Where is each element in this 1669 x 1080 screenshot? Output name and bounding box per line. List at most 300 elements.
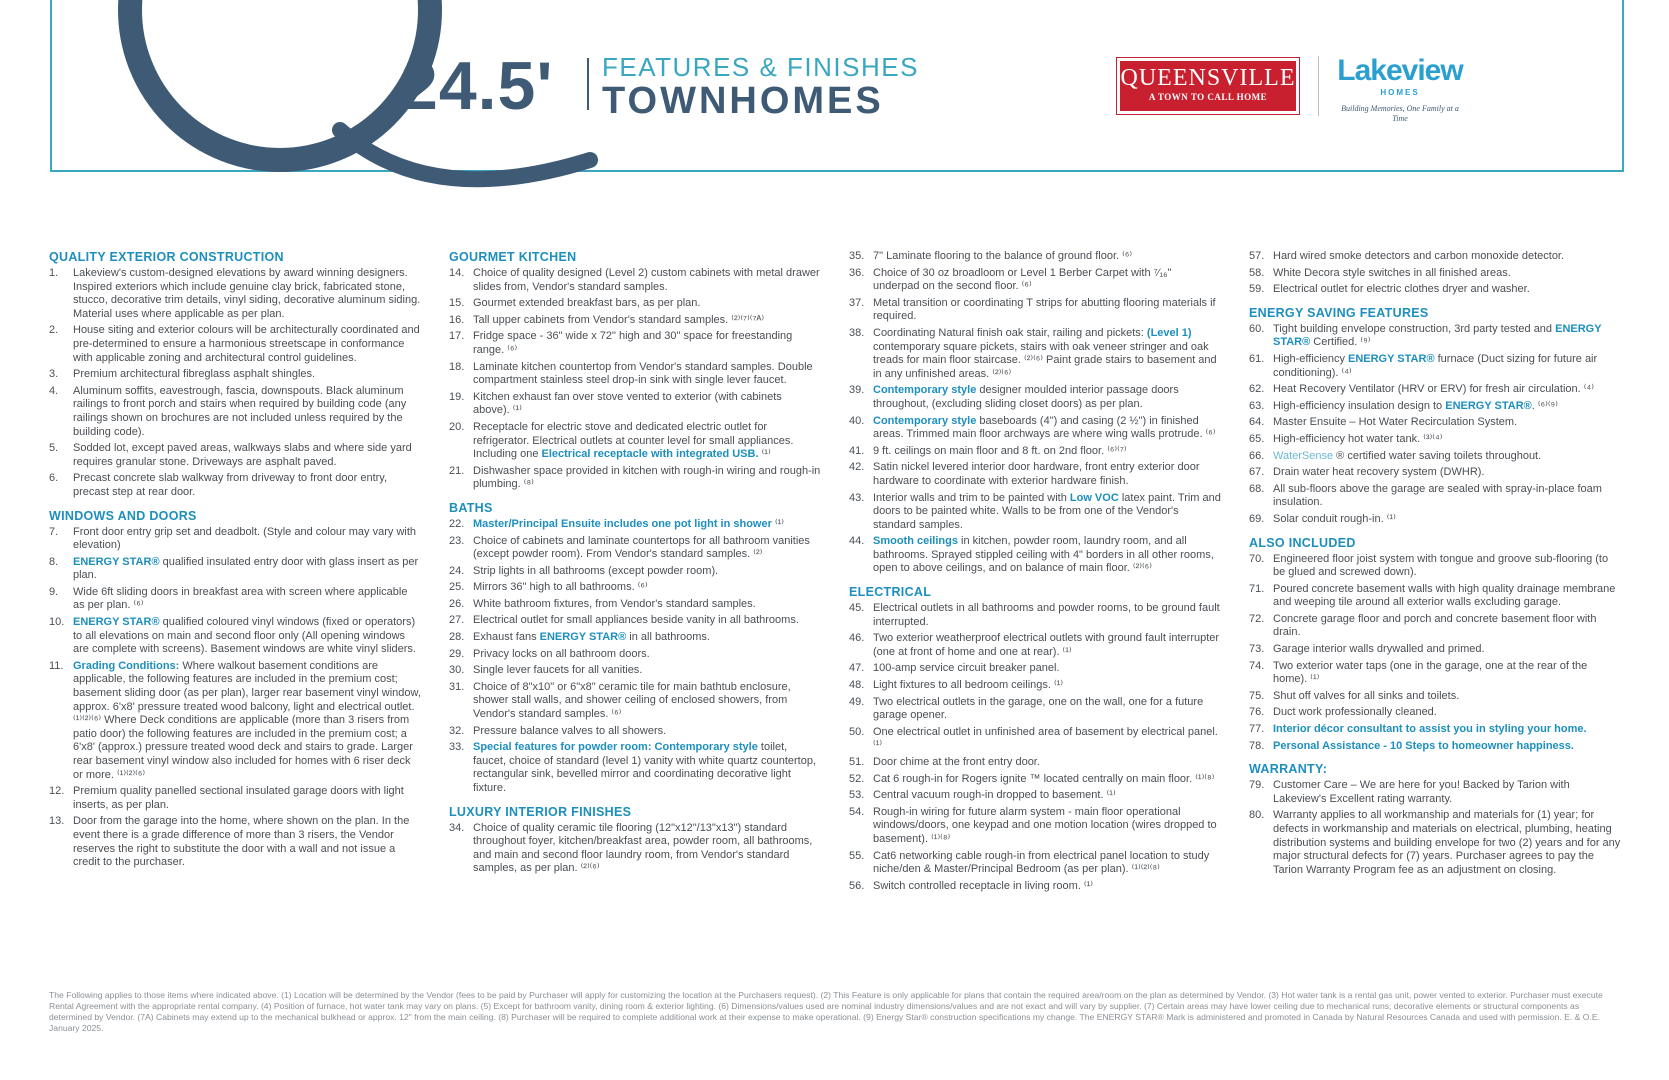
feature-text — [873, 384, 1221, 411]
feature-text-part: Choice of quality ceramic tile flooring (12"x12"/13"x13") standard throughout foyer, kitchen/breakfast area, powder room, all bathrooms, and main and second floor laundry room, from Vendor's standard samples, as per plan. ⁽²⁾⁽⁶⁾ — [473, 821, 813, 875]
feature-text-part: in kitchen, powder room, laundry room, and all bathrooms. Sprayed stippled ceiling with 4" borders in all other rooms, open to above ceilings, and on balance of main floor. ⁽²⁾⁽⁶⁾ — [873, 535, 1214, 575]
feature-item — [849, 696, 1221, 723]
feature-number: 3. — [49, 368, 59, 381]
feature-text — [1273, 513, 1621, 527]
feature-number: 28. — [449, 631, 465, 644]
section-title: BATHS — [449, 500, 493, 515]
feature-text — [1273, 433, 1621, 447]
feature-text-part: Gourmet extended breakfast bars, as per plan. — [473, 297, 701, 310]
feature-text-part: Exhaust fans — [473, 631, 540, 644]
feature-text-part: Electrical outlet for electric clothes dryer and washer. — [1273, 283, 1530, 296]
feature-text-part: Privacy locks on all bathroom doors. — [473, 647, 650, 660]
feature-text — [1273, 583, 1621, 610]
feature-item — [849, 250, 1221, 264]
feature-number: 45. — [849, 602, 865, 615]
feature-number: 14. — [449, 267, 465, 279]
feature-number: 46. — [849, 632, 865, 645]
feature-text — [1273, 706, 1621, 720]
feature-text — [1273, 383, 1621, 397]
feature-item — [849, 415, 1221, 442]
feature-text — [873, 492, 1221, 533]
feature-text — [873, 250, 1221, 264]
feature-text-part: ® certified water saving toilets throughout. — [1333, 449, 1542, 462]
feature-number: 38. — [849, 326, 865, 339]
queensville-logo-name: QUEENSVILLE — [1120, 65, 1296, 91]
lakeview-logo-name: Lakeview — [1337, 54, 1463, 87]
feature-number: 33. — [449, 741, 465, 754]
feature-item — [49, 586, 421, 613]
feature-text-part: Warranty applies to all workmanship and materials for (1) year; for defects in workmanship and materials on electrical, plumbing, heating distribution systems and building envelope for two (2) years and for any major structural defects for (7) years. Purchaser agrees to pay the Tarion Warranty Program fee as an adjustment on closing. — [1273, 809, 1621, 876]
feature-text — [873, 415, 1221, 442]
feature-item — [449, 267, 821, 294]
feature-text-part: Laminate kitchen countertop from Vendor's standard samples. Double compartment stainless steel drop-in sink with single lever faucet. — [473, 360, 813, 387]
feature-text-part: Solar conduit rough-in. ⁽¹⁾ — [1273, 512, 1396, 525]
feature-number: 24. — [449, 564, 465, 577]
feature-item — [849, 662, 1221, 676]
feature-text-part: One electrical outlet in unfinished area of basement by electrical panel. ⁽¹⁾ — [873, 725, 1218, 752]
feature-highlight: Master/Principal Ensuite includes one pot light in shower — [473, 517, 772, 530]
feature-item — [449, 664, 821, 678]
feature-item — [1249, 706, 1621, 720]
feature-text-part: Choice of 8"x10" or 6"x8" ceramic tile for main bathtub enclosure, shower stall walls, and shower ceiling of enclosed showers, from Vendor's standard samples. ⁽⁶⁾ — [473, 680, 791, 721]
column-1 — [49, 250, 421, 873]
feature-text — [473, 725, 821, 739]
feature-number: 79. — [1249, 779, 1265, 792]
feature-item — [449, 314, 821, 328]
feature-item — [849, 726, 1221, 753]
feature-item — [1249, 433, 1621, 447]
section-electrical-cont — [1249, 250, 1621, 297]
feature-text-part: toilet, faucet, choice of standard (level 1) vanity with white quartz countertop, rectangular sink, bevelled mirror and coordinating decorative light fixture. — [473, 741, 817, 794]
feature-text-part: Receptacle for electric stove and dedicated electric outlet for refrigerator. Electrical outlets at counter level for small appliances. Including one — [473, 420, 794, 461]
feature-text-part: Coordinating Natural finish oak stair, railing and pickets: — [873, 326, 1147, 339]
feature-highlight: Smooth ceilings — [873, 535, 958, 548]
feature-text-part: qualified coloured vinyl windows (fixed or operators) to all elevations on main and second floor only (All opening windows are complete with screens). Basement windows are white vinyl sliders. — [73, 616, 416, 656]
feature-text-part: Switch controlled receptacle in living room. ⁽¹⁾ — [873, 879, 1093, 892]
feature-text — [1273, 267, 1621, 281]
feature-text — [1273, 553, 1621, 580]
feature-text — [473, 361, 821, 388]
feature-text-part: Electrical outlet for small appliances beside vanity in all bathrooms. — [473, 614, 799, 627]
feature-text-part: qualified insulated entry door with glass insert as per plan. — [73, 555, 419, 582]
feature-text-part: Two exterior weatherproof electrical outlets with ground fault interrupter (one at front of home and one at rear). ⁽¹⁾ — [873, 632, 1220, 658]
feature-item — [1249, 483, 1621, 510]
feature-text-part: Kitchen exhaust fan over stove vented to exterior (with cabinets above). ⁽¹⁾ — [473, 390, 782, 417]
feature-text-part: All sub-floors above the garage are sealed with spray-in-place foam insulation. — [1273, 482, 1602, 509]
feature-text-part: Premium architectural fibreglass asphalt shingles. — [73, 368, 316, 381]
feature-text-part: Tall upper cabinets from Vendor's standard samples. ⁽²⁾⁽⁷⁾⁽⁷ᴬ⁾ — [473, 313, 765, 326]
feature-text-part: Premium quality panelled sectional insulated garage doors with light inserts, as per plan. — [73, 785, 404, 811]
feature-text-part: Central vacuum rough-in dropped to basement. ⁽¹⁾ — [873, 789, 1116, 802]
feature-number: 31. — [449, 680, 465, 693]
feature-item — [49, 785, 421, 812]
feature-number: 77. — [1249, 723, 1265, 736]
feature-number: 55. — [849, 849, 865, 862]
features-finishes-title: FEATURES & FINISHES — [602, 52, 919, 82]
feature-number: 64. — [1249, 416, 1265, 429]
feature-text — [873, 267, 1221, 294]
feature-number: 9. — [49, 585, 59, 598]
feature-text — [73, 660, 421, 782]
feature-text — [873, 632, 1221, 659]
feature-number: 67. — [1249, 466, 1265, 479]
queensville-logo — [1117, 58, 1299, 114]
feature-text-part: Strip lights in all bathrooms (except powder room). — [473, 564, 719, 577]
feature-number: 15. — [449, 297, 465, 310]
feature-number: 78. — [1249, 739, 1265, 752]
feature-text-part: Single lever faucets for all vanities. — [473, 664, 643, 677]
feature-number: 69. — [1249, 512, 1265, 525]
feature-text-part: . ⁽⁶⁾⁽⁹⁾ — [1531, 399, 1558, 412]
feature-text — [873, 327, 1221, 381]
feature-number: 20. — [449, 420, 465, 433]
feature-item — [849, 789, 1221, 803]
feature-text — [1273, 466, 1621, 480]
feature-text — [473, 330, 821, 357]
feature-number: 44. — [849, 535, 865, 548]
feature-text-part: Wide 6ft sliding doors in breakfast area with screen where applicable as per plan. ⁽⁶⁾ — [73, 585, 408, 612]
feature-item — [49, 442, 421, 469]
feature-text — [1273, 613, 1621, 640]
feature-text-part: Cat6 networking cable rough-in from electrical panel location to study niche/den & Master/Principal Bedroom (as per plan). ⁽¹⁾⁽²⁾⁽⁸⁾ — [873, 849, 1210, 876]
feature-number: 18. — [449, 360, 465, 373]
feature-text-part: Customer Care – We are here for you! Backed by Tarion with Lakeview's Excellent rating warranty. — [1273, 779, 1570, 805]
feature-text-part: Sodded lot, except paved areas, walkways slabs and where side yard requires granular stone. Driveways are asphalt paved. — [73, 442, 412, 468]
feature-item — [1249, 660, 1621, 687]
feature-number: 60. — [1249, 322, 1265, 335]
feature-item — [1249, 400, 1621, 414]
feature-text — [473, 822, 821, 876]
feature-number: 59. — [1249, 283, 1265, 296]
feature-text — [473, 581, 821, 595]
feature-number: 29. — [449, 647, 465, 660]
feature-text — [1273, 450, 1621, 464]
feature-text-part: ⁽¹⁾ — [758, 448, 771, 461]
feature-number: 12. — [49, 785, 65, 798]
feature-number: 10. — [49, 616, 65, 629]
feature-item — [449, 631, 821, 645]
feature-number: 8. — [49, 555, 59, 568]
title-divider — [587, 58, 589, 110]
feature-number: 36. — [849, 266, 865, 279]
feature-number: 71. — [1249, 582, 1265, 595]
feature-text-part: Door from the garage into the home, where shown on the plan. In the event there is a grade difference of more than 3 risers, the Vendor reserves the right to substitute the door with a wall and not issue a credit to the purchaser. — [73, 815, 410, 869]
feature-item — [449, 421, 821, 462]
feature-number: 34. — [449, 821, 465, 834]
feature-text — [73, 556, 421, 583]
feature-text-part: Metal transition or coordinating T strips for abutting flooring materials if required. — [873, 296, 1216, 323]
feature-text — [473, 391, 821, 418]
feature-number: 56. — [849, 879, 865, 892]
section-quality-exterior — [49, 250, 421, 500]
feature-item — [1249, 450, 1621, 464]
section-also-included — [1249, 536, 1621, 754]
feature-text-part: Light fixtures to all bedroom ceilings. ⁽¹⁾ — [873, 679, 1064, 692]
feature-item — [449, 614, 821, 628]
feature-item — [849, 602, 1221, 629]
feature-number: 5. — [49, 442, 59, 455]
feature-item — [1249, 416, 1621, 430]
feature-text-part: in all bathrooms. — [626, 631, 710, 644]
feature-number: 22. — [449, 517, 465, 530]
feature-text — [73, 472, 421, 499]
feature-text — [1273, 660, 1621, 687]
feature-item — [1249, 353, 1621, 380]
feature-text-part: Pressure balance valves to all showers. — [473, 724, 667, 737]
feature-item — [1249, 740, 1621, 754]
lakeview-logo-tagline: Building Memories, One Family at a Time — [1341, 104, 1459, 123]
feature-highlight: Contemporary style — [873, 384, 977, 397]
section-baths — [449, 501, 821, 796]
feature-text — [873, 297, 1221, 324]
section-warranty — [1249, 762, 1621, 877]
feature-text-part: Heat Recovery Ventilator (HRV or ERV) for fresh air circulation. ⁽⁴⁾ — [1273, 383, 1594, 396]
feature-text-part: designer moulded interior passage doors throughout, (excluding sliding closet doors) as per plan. — [873, 384, 1179, 410]
feature-text — [473, 631, 821, 645]
feature-item — [1249, 723, 1621, 737]
feature-text — [873, 850, 1221, 877]
feature-text — [873, 679, 1221, 693]
feature-number: 4. — [49, 384, 59, 397]
feature-item — [49, 815, 421, 869]
feature-item — [849, 756, 1221, 770]
feature-text — [873, 756, 1221, 770]
feature-text — [473, 314, 821, 328]
section-windows-doors — [49, 509, 421, 870]
feature-text-part: Concrete garage floor and porch and concrete basement floor with drain. — [1273, 612, 1597, 639]
feature-text-part: 9 ft. ceilings on main floor and 8 ft. on 2nd floor. ⁽⁶⁾⁽⁷⁾ — [873, 444, 1127, 457]
feature-item — [449, 598, 821, 612]
feature-item — [449, 648, 821, 662]
feature-number: 47. — [849, 662, 865, 675]
feature-text — [73, 526, 421, 553]
feature-item — [449, 681, 821, 722]
lakeview-logo — [1335, 54, 1465, 124]
feature-highlight: Interior décor consultant to assist you in styling your home. — [1273, 723, 1587, 736]
feature-number: 1. — [49, 267, 59, 279]
feature-item — [1249, 583, 1621, 610]
feature-text-part: Tight building envelope construction, 3rd party tested and — [1273, 322, 1556, 335]
feature-number: 42. — [849, 461, 865, 474]
feature-number: 72. — [1249, 612, 1265, 625]
feature-item — [849, 773, 1221, 787]
feature-text — [73, 616, 421, 657]
feature-text-part: Duct work professionally cleaned. — [1273, 706, 1437, 719]
feature-item — [49, 368, 421, 382]
feature-text-part: Front door entry grip set and deadbolt. (Style and colour may vary with elevation) — [73, 525, 417, 552]
feature-highlight: (Level 1) — [1146, 326, 1192, 339]
feature-item — [49, 472, 421, 499]
feature-item — [849, 445, 1221, 459]
feature-number: 80. — [1249, 809, 1265, 822]
feature-text — [1273, 400, 1621, 414]
feature-item — [49, 526, 421, 553]
section-electrical — [849, 585, 1221, 893]
feature-item — [449, 518, 821, 532]
section-title: WARRANTY: — [1249, 762, 1328, 777]
feature-item — [49, 660, 421, 782]
feature-text-part: Hard wired smoke detectors and carbon monoxide detector. — [1273, 250, 1565, 262]
feature-number: 49. — [849, 695, 865, 708]
queensville-logo-tagline: A TOWN TO CALL HOME — [1148, 92, 1268, 102]
feature-text-part: Interior walls and trim to be painted with — [873, 491, 1070, 504]
feature-number: 43. — [849, 491, 865, 504]
feature-number: 7. — [49, 525, 59, 538]
feature-item — [849, 267, 1221, 294]
feature-text — [73, 785, 421, 812]
feature-text-part: contemporary square pickets, stairs with oak veneer stringer and oak treads for main floor staircase. ⁽²⁾⁽⁶⁾ Paint grade stairs to basement and in any unfinished areas. ⁽²⁾⁽⁶⁾ — [873, 340, 1217, 380]
feature-text — [1273, 416, 1621, 430]
feature-item — [449, 565, 821, 579]
feature-number: 25. — [449, 581, 465, 594]
feature-item — [1249, 383, 1621, 397]
feature-number: 19. — [449, 390, 465, 403]
section-title: ENERGY SAVING FEATURES — [1249, 305, 1429, 320]
feature-item — [449, 361, 821, 388]
feature-highlight: Low VOC — [1069, 491, 1119, 504]
feature-highlight: Electrical receptacle with integrated USB. — [541, 448, 759, 461]
feature-number: 61. — [1249, 352, 1265, 365]
feature-text — [473, 681, 821, 722]
feature-text — [873, 535, 1221, 576]
lot-size-title: 24.5' — [400, 48, 554, 124]
feature-item — [449, 741, 821, 795]
feature-number: 58. — [1249, 266, 1265, 279]
feature-item — [449, 535, 821, 562]
feature-text — [73, 324, 421, 365]
feature-item — [849, 384, 1221, 411]
feature-text-part: 100-amp service circuit breaker panel. — [873, 662, 1060, 675]
feature-number: 11. — [49, 659, 64, 672]
feature-highlight: Personal Assistance - 10 Steps to homeowner happiness. — [1273, 739, 1574, 752]
feature-item — [49, 267, 421, 321]
feature-item — [449, 725, 821, 739]
feature-text — [873, 806, 1221, 847]
watersense-mark: WaterSense — [1273, 449, 1334, 462]
feature-text — [873, 445, 1221, 459]
feature-item — [1249, 643, 1621, 657]
feature-text — [1273, 690, 1621, 704]
feature-number: 73. — [1249, 643, 1265, 656]
feature-item — [449, 330, 821, 357]
feature-text — [873, 773, 1221, 787]
feature-item — [1249, 283, 1621, 297]
feature-text — [73, 815, 421, 869]
feature-text — [473, 614, 821, 628]
feature-text-part: Aluminum soffits, eavestrough, fascia, downspouts. Black aluminum railings to front porch and stairs when required by building code (any railings shown on brochures are not included unless required by the building code). — [73, 384, 407, 438]
feature-item — [49, 385, 421, 439]
feature-text-part: Garage interior walls drywalled and primed. — [1273, 643, 1485, 656]
feature-text — [73, 586, 421, 613]
feature-item — [849, 297, 1221, 324]
feature-item — [1249, 250, 1621, 264]
feature-text-part: Master Ensuite – Hot Water Recirculation System. — [1273, 416, 1518, 429]
feature-text — [73, 385, 421, 439]
column-2 — [449, 250, 821, 879]
feature-highlight: ENERGY STAR® — [539, 631, 627, 644]
feature-text-part: Choice of 30 oz broadloom or Level 1 Berber Carpet with ⁷⁄₁₆" underpad on the second floor. ⁽⁶⁾ — [873, 266, 1172, 293]
feature-number: 17. — [449, 330, 465, 343]
feature-number: 76. — [1249, 706, 1265, 719]
feature-item — [1249, 513, 1621, 527]
feature-text-part: House siting and exterior colours will be architecturally coordinated and pre-determined to ensure a harmonious streetscape in conformance with applicable zoning and architectural control guidelines. — [73, 324, 420, 364]
feature-text-part: 7" Laminate flooring to the balance of ground floor. ⁽⁶⁾ — [873, 250, 1133, 262]
feature-number: 54. — [849, 805, 865, 818]
feature-number: 74. — [1249, 659, 1265, 672]
feature-text-part: furnace (Duct sizing for future air conditioning). ⁽⁴⁾ — [1273, 352, 1598, 379]
feature-number: 57. — [1249, 250, 1265, 262]
section-title: ELECTRICAL — [849, 585, 932, 600]
feature-text — [473, 421, 821, 462]
feature-text-part: Choice of quality designed (Level 2) custom cabinets with metal drawer slides from, Vendor's standard samples. — [473, 267, 820, 293]
section-title: GOURMET KITCHEN — [449, 250, 577, 264]
column-3 — [849, 250, 1221, 896]
feature-highlight: Grading Conditions: — [73, 659, 180, 672]
feature-text — [873, 696, 1221, 723]
footnote-disclaimer: The Following applies to those items where indicated above. (1) Location will be determined by the Vendor (fees to be paid by Purchaser will apply for customizing the location at the Purchasers request). (2) This Feature is only applicable for plans that contain the required area/room on the plan as determined by Vendor. (3) Hot water tank is a rental gas unit, power vented to exterior. Purchaser must execute Rental Agreement with the appropriate rental company. (4) Position of furnace, hot water tank may vary on plans. (5) Except for bathroom vanity, dining room & exterior lighting. (6) Dimensions/values used are nominal industry dimensions/values and are not exact and will vary by supplier. (7) Certain areas may have lower ceiling due to mechanical runs, decorative elements or structural components as determined by Vendor. (7A) Cabinets may extend up to the mechanical bulkhead or approx. 12" from the main ceiling. (8) Purchaser will be required to complete additional work at their expense to make operational. (9) Energy Star® construction specifications my change. The ENERGY STAR® Mark is administered and promoted in Canada by Natural Resources Canada and used with permission. E. & O.E. January 2025. — [49, 990, 1603, 1033]
feature-text — [73, 267, 421, 321]
feature-number: 51. — [849, 756, 865, 768]
feature-text-part: Precast concrete slab walkway from driveway to front door entry, precast step at rear door. — [73, 472, 388, 498]
feature-number: 52. — [849, 772, 865, 785]
feature-text — [1273, 483, 1621, 510]
feature-number: 41. — [849, 444, 865, 457]
feature-item — [849, 880, 1221, 894]
feature-item — [449, 822, 821, 876]
feature-text-part: White Decora style switches in all finished areas. — [1273, 266, 1511, 279]
section-luxury-interior-cont — [849, 250, 1221, 576]
feature-item — [1249, 613, 1621, 640]
feature-text — [473, 267, 821, 294]
feature-number: 27. — [449, 614, 465, 627]
feature-text — [873, 602, 1221, 629]
feature-text — [873, 789, 1221, 803]
feature-item — [49, 616, 421, 657]
feature-item — [449, 581, 821, 595]
feature-item — [849, 535, 1221, 576]
section-title: WINDOWS AND DOORS — [49, 508, 197, 523]
feature-text-part: High-efficiency — [1273, 352, 1348, 365]
feature-text-part: Two exterior water taps (one in the garage, one at the rear of the home). ⁽¹⁾ — [1273, 659, 1588, 686]
feature-text — [1273, 740, 1621, 754]
feature-text — [1273, 723, 1621, 737]
feature-text — [473, 535, 821, 562]
feature-number: 53. — [849, 789, 865, 802]
section-title: LUXURY INTERIOR FINISHES — [449, 804, 632, 819]
feature-text-part: Electrical outlets in all bathrooms and powder rooms, to be ground fault interrupted. — [873, 602, 1220, 628]
feature-text-part: Cat 6 rough-in for Rogers ignite ™ located centrally on main floor. ⁽¹⁾⁽⁸⁾ — [873, 772, 1215, 785]
feature-text — [473, 518, 821, 532]
feature-text-part: Where walkout basement conditions are applicable, the following features are included in the premium cost; basement sliding door (as per plan), larger rear basement vinyl window, approx. 6'x8' pressure treated wood balcony, light and electrical outlet. ⁽¹⁾⁽²⁾⁽⁶⁾ Where Deck conditions are applicable (more than 3 risers from patio door) the following features are included in the premium cost; a 6'x8' (approx.) pressure treated wood deck and stairs to grade. Larger rear basement vinyl window also included for homes with 6 riser deck or more. ⁽¹⁾⁽²⁾⁽⁶⁾ — [73, 659, 421, 781]
feature-item — [849, 806, 1221, 847]
feature-number: 48. — [849, 679, 865, 692]
feature-item — [1249, 553, 1621, 580]
feature-text — [473, 598, 821, 612]
feature-number: 13. — [49, 815, 65, 828]
feature-text — [73, 368, 421, 382]
lakeview-logo-sub: HOMES — [1380, 88, 1420, 97]
feature-number: 2. — [49, 324, 59, 337]
feature-item — [1249, 323, 1621, 350]
feature-text — [473, 648, 821, 662]
feature-item — [849, 679, 1221, 693]
section-gourmet-kitchen — [449, 250, 821, 492]
feature-number: 68. — [1249, 482, 1265, 495]
feature-text-part: Certified. ⁽⁹⁾ — [1310, 336, 1371, 349]
feature-text-part: ⁽¹⁾ — [771, 517, 785, 530]
feature-number: 21. — [449, 464, 465, 477]
townhomes-title: TOWNHOMES — [602, 80, 884, 122]
